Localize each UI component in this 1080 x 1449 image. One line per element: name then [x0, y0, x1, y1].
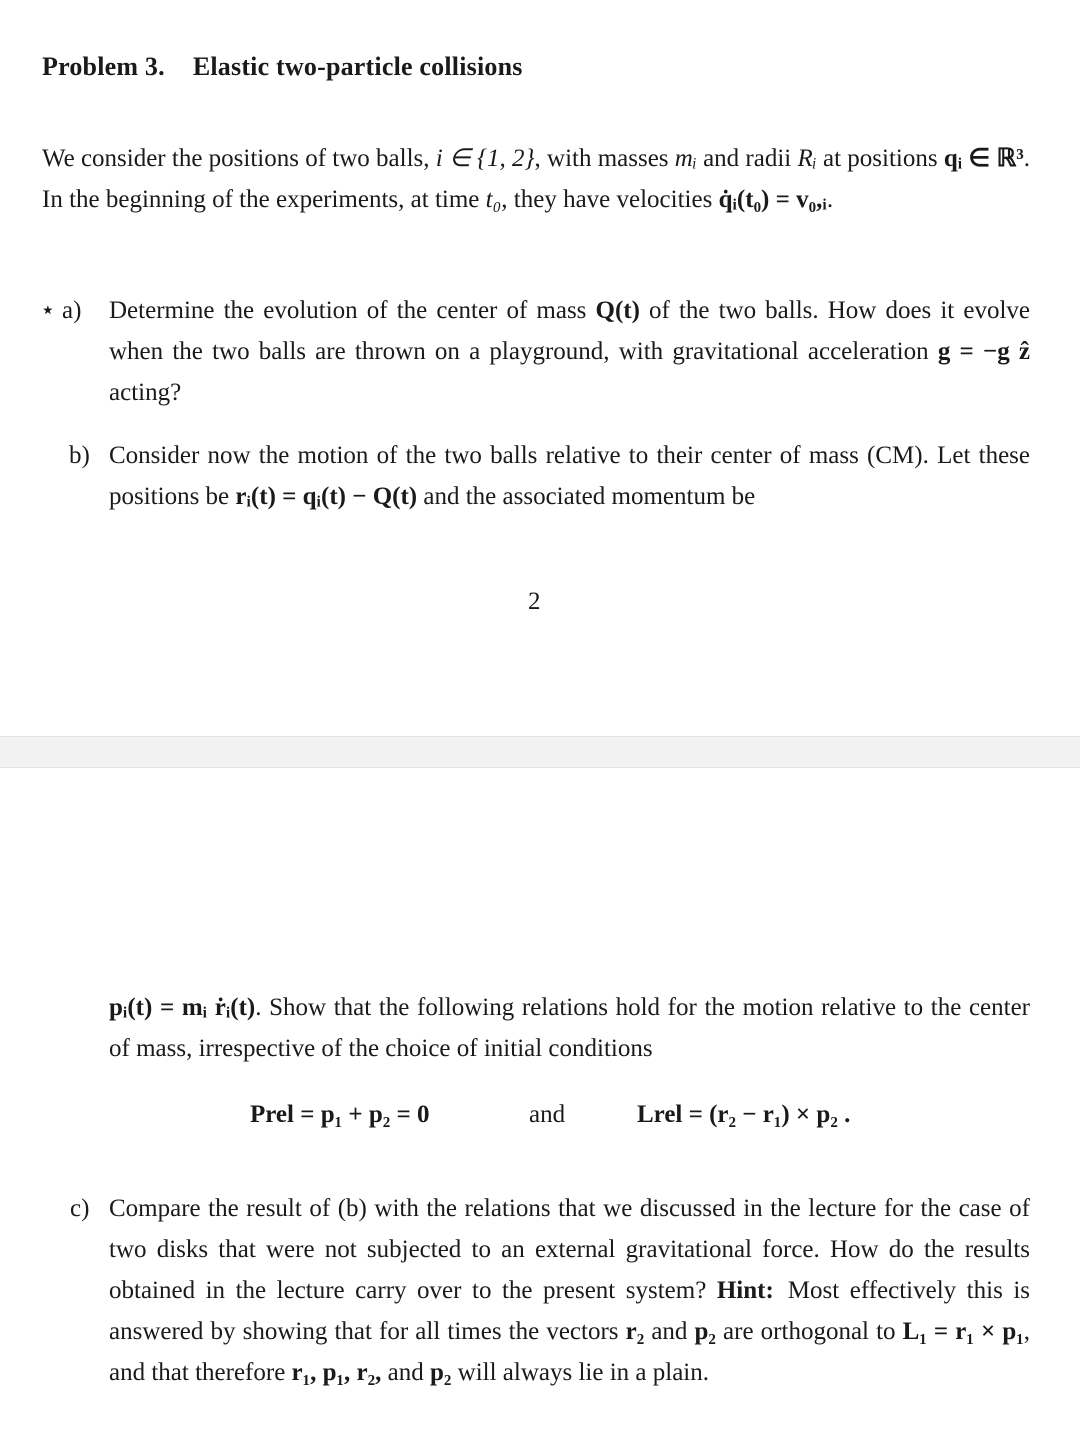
equation-and: and: [529, 1101, 566, 1128]
intro-paragraph: [42, 138, 1030, 220]
hint-text-6: will always lie in a plain.: [451, 1359, 709, 1386]
hint-text-1: Most effectively this is answered by showing that for all times the vectors: [109, 1277, 1030, 1345]
intro-text-3: and radii: [696, 145, 798, 172]
part-b-text: [109, 435, 1030, 517]
problem-title: Elastic two-particle collisions: [192, 52, 523, 81]
hint-text-3: are orthogonal to: [715, 1318, 903, 1345]
part-c-text-1: Compare the result of (b) with the relations that we discussed in the lecture for the case of two disks that were not subjected to an external gravitational force. How do the results obtained in the lecture carry over to the present system?: [109, 1195, 1030, 1304]
hint-text-2: and: [644, 1318, 695, 1345]
part-b-label: b): [69, 442, 90, 469]
problem-heading: [42, 52, 523, 82]
hint-text-5: and: [381, 1359, 430, 1386]
part-a-text-2: of the two balls. How does it evolve when the two balls are thrown on a playground, with gravitational acceleration: [109, 297, 1030, 365]
star-icon: ⋆: [40, 297, 56, 324]
hint-math-p2-final: p₂: [430, 1359, 452, 1386]
intro-text-6: , they have velocities: [501, 186, 719, 213]
part-a-text-1: Determine the evolution of the center of mass: [109, 297, 596, 324]
part-b-math-momentum: pᵢ(t) = mᵢ ṙᵢ(t): [109, 994, 256, 1021]
part-b-text-1: Consider now the motion of the two balls relative to their center of mass (CM). Let these positions be: [109, 442, 1030, 510]
equation-total-momentum: Prel = p₁ + p₂ = 0: [250, 1101, 430, 1128]
intro-math-position: qᵢ ∈ ℝ³: [943, 145, 1024, 172]
page-separator: [0, 736, 1080, 768]
hint-label: Hint:: [716, 1277, 774, 1304]
intro-text-7: .: [826, 186, 834, 213]
part-c-text: [109, 1188, 1030, 1393]
part-b-text-2: and the associated momentum be: [417, 483, 756, 510]
part-a-label: a): [62, 297, 82, 324]
problem-number: Problem 3.: [42, 52, 165, 81]
part-a-text: [109, 290, 1030, 413]
part-b-math-relative-position: rᵢ(t) = qᵢ(t) − Q(t): [235, 483, 418, 510]
intro-math-radius: Rᵢ: [797, 145, 817, 172]
hint-math-p2: p₂: [694, 1318, 716, 1345]
hint-math-vectors: r₁, p₁, r₂,: [291, 1359, 382, 1386]
intro-math-index-set: i ∈ {1, 2}: [435, 145, 535, 172]
intro-math-velocity: q̇ᵢ(t₀) = v₀,ᵢ: [718, 186, 827, 213]
part-c-label: c): [70, 1195, 90, 1222]
intro-text-4: at positions: [816, 145, 944, 172]
part-b-text-3: . Show that the following relations hold for the motion relative to the center of mass, irrespective of the choice of initial conditions: [109, 994, 1030, 1062]
part-a-text-3: acting?: [109, 379, 182, 406]
part-a-math-gravity: g = −g ẑ: [937, 338, 1030, 365]
part-a-math-com: Q(t): [595, 297, 640, 324]
intro-text-1: We consider the positions of two balls,: [42, 145, 436, 172]
part-b-continuation: [109, 987, 1030, 1069]
intro-text-5: . In the beginning of the experiments, at time: [42, 145, 1030, 213]
intro-math-mass: mᵢ: [674, 145, 697, 172]
intro-text-2: , with masses: [534, 145, 675, 172]
hint-math-r2: r₂: [625, 1318, 645, 1345]
hint-text-4: , and that therefore: [109, 1318, 1030, 1386]
intro-math-time: t₀: [485, 186, 502, 213]
page-number: 2: [528, 588, 541, 615]
equation-angular-momentum: Lrel = (r₂ − r₁) × p₂ .: [637, 1101, 851, 1128]
hint-math-l1: L₁ = r₁ × p₁: [902, 1318, 1024, 1345]
